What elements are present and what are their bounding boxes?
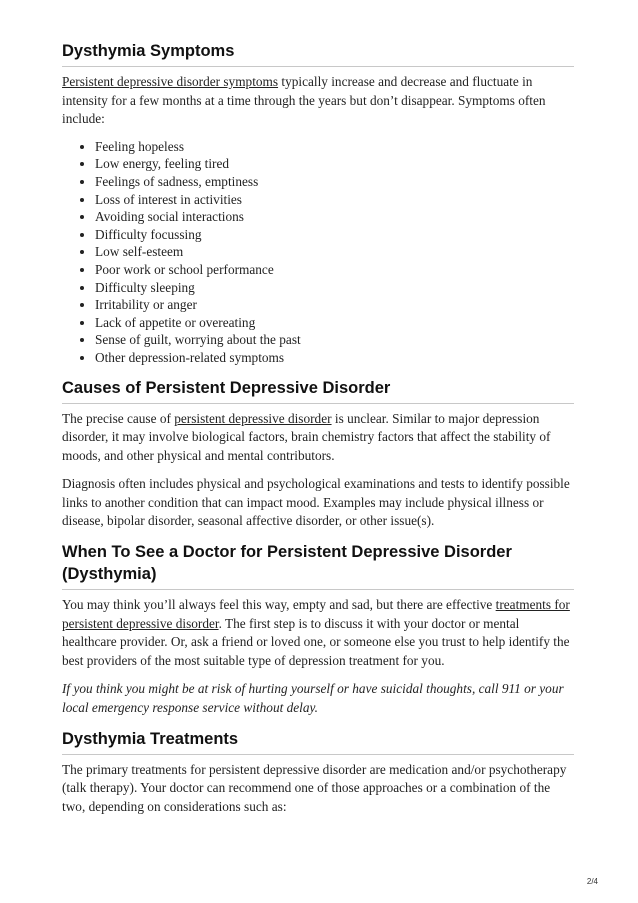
doctor-warning-text: If you think you might be at risk of hurting yourself or have suicidal thoughts, call 911 or your local emergency response service without delay. <box>62 681 564 716</box>
list-item: • Low energy, feeling tired <box>95 155 574 173</box>
causes-text-after: is unclear. Similar to major depression disorder, it may involve biological factors, brain chemistry factors that affect the stability of moods, and other physical and mental contributors. <box>62 410 551 463</box>
section-heading: When To See a Doctor for Persistent Depressive Disorder (Dysthymia) <box>62 541 574 590</box>
list-item: • Sense of guilt, worrying about the past <box>95 331 574 349</box>
section-treatments <box>62 728 574 817</box>
causes-paragraph-2: Diagnosis often includes physical and psychological examinations and tests to identify possible links to another condition that can impact mood. Examples may include physical illness or disease, bipolar disorder, seasonal affective disorder, or other issue(s). <box>62 476 570 529</box>
list-item: • Difficulty focussing <box>95 226 574 244</box>
symptoms-list <box>62 138 574 367</box>
section-heading: Dysthymia Symptoms <box>62 40 574 67</box>
doctor-paragraph-1 <box>62 596 574 670</box>
list-item: • Other depression-related symptoms <box>95 349 574 367</box>
section-symptoms <box>62 40 574 367</box>
list-item: • Avoiding social interactions <box>95 208 574 226</box>
list-item: • Lack of appetite or overeating <box>95 314 574 332</box>
doctor-warning <box>62 680 574 717</box>
doctor-text-before: You may think you’ll always feel this way, empty and sad, but there are effective <box>62 597 496 613</box>
treatments-link[interactable]: treatments for persistent depressive disorder <box>62 597 570 631</box>
list-item: • Difficulty sleeping <box>95 279 574 297</box>
treatments-paragraph-1: The primary treatments for persistent depressive disorder are medication and/or psychotherapy (talk therapy). Your doctor can recommend one of those approaches or a combination of the two, depending on considerations such as: <box>62 761 567 814</box>
section-heading: Causes of Persistent Depressive Disorder <box>62 377 574 404</box>
section-doctor <box>62 541 574 718</box>
list-item: • Feeling hopeless <box>95 138 574 156</box>
page-number: 2/4 <box>586 877 598 886</box>
symptoms-link[interactable]: Persistent depressive disorder symptoms <box>62 74 279 89</box>
section-heading: Dysthymia Treatments <box>62 728 574 755</box>
list-item: • Feelings of sadness, emptiness <box>95 173 574 191</box>
causes-paragraph-1 <box>62 410 574 466</box>
list-item: • Low self-esteem <box>95 243 574 261</box>
symptoms-intro-text: typically increase and decrease and fluctuate in intensity for a few months at a time through the years but don’t disappear. Symptoms often include: <box>62 74 546 127</box>
doctor-text-after: . The first step is to discuss it with your doctor or mental healthcare provider. Or, ask a friend or loved one, or someone else you trust to help identify the best providers of the most suitable type of depression treatment for you. <box>62 615 570 668</box>
causes-text-before: The precise cause of <box>62 410 175 426</box>
list-item: • Irritability or anger <box>95 296 574 314</box>
section-causes <box>62 377 574 532</box>
list-item: • Loss of interest in activities <box>95 191 574 209</box>
document-page <box>62 40 574 826</box>
causes-link[interactable]: persistent depressive disorder <box>174 410 332 426</box>
list-item: • Poor work or school performance <box>95 261 574 279</box>
symptoms-intro <box>62 73 574 129</box>
